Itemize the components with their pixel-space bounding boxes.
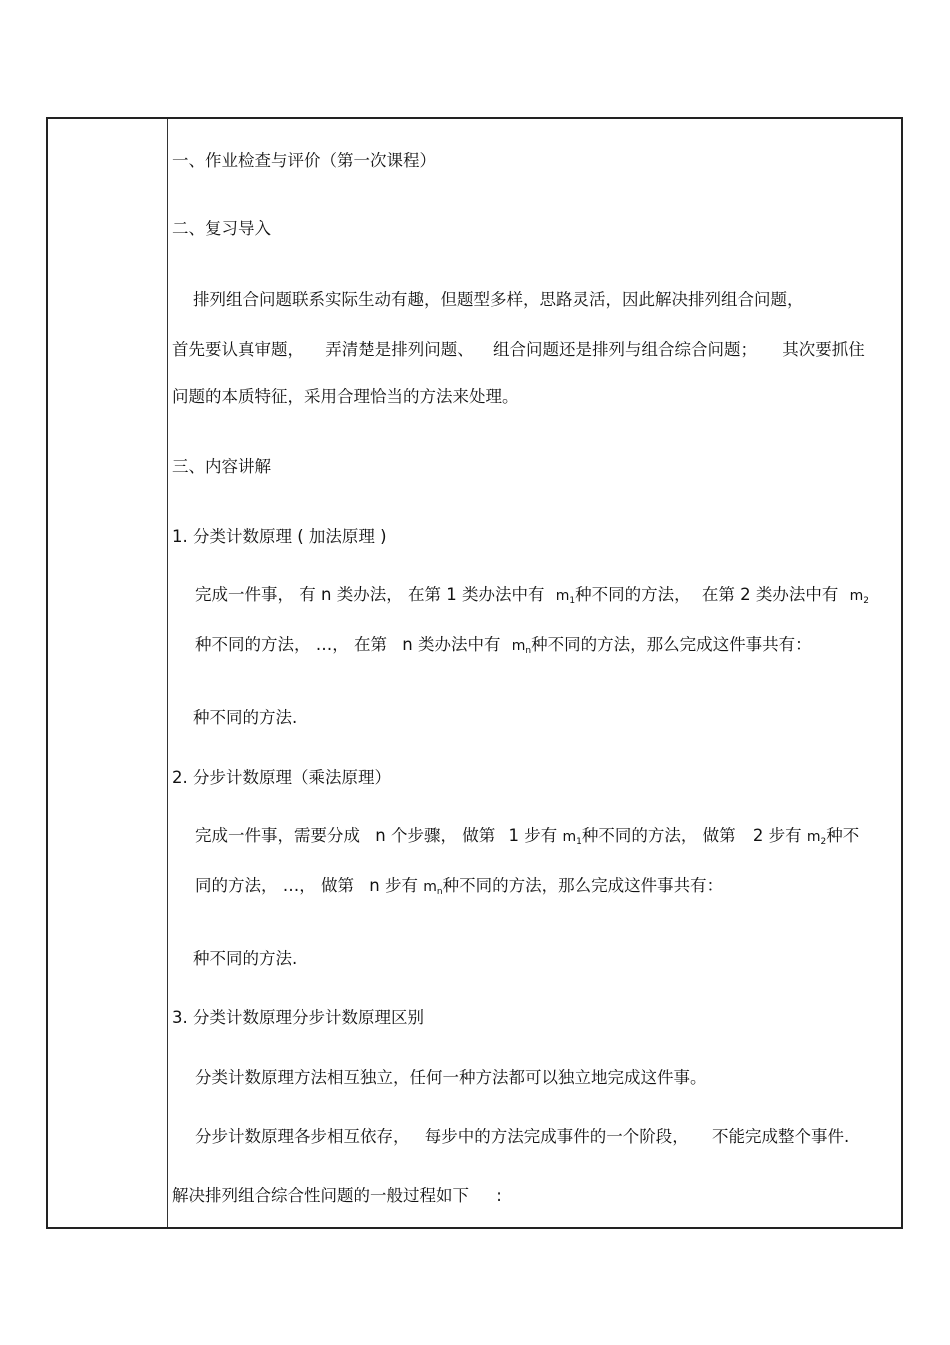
p1-mn [512, 638, 531, 654]
p1-mn-sub: n [525, 646, 532, 656]
p1-text-b3: 在第 [354, 635, 387, 654]
p1-text-a2: 有 n 类办法， [299, 585, 403, 604]
p1-text-b1: 种不同的方法， [195, 635, 311, 654]
p1-m1-letter: m [555, 588, 570, 604]
p2-m2-letter: m [806, 829, 821, 845]
p1-m2-sub: 2 [863, 596, 869, 606]
p1-text-a5: 种不同的方法， [575, 585, 691, 604]
principle-2-line-2 [195, 876, 723, 897]
p2-text-a8: 种不 [826, 826, 860, 845]
principle-3-line-2 [195, 1127, 849, 1147]
intro-line-2b: 弄清楚是排列问题、 [325, 340, 474, 359]
p1-m2-letter: m [849, 588, 864, 604]
p2-text-a4: 1 步有 [508, 826, 558, 845]
intro-line-1: 排列组合问题联系实际生动有趣，但题型多样，思路灵活，因此解决排列组合问题， [193, 290, 804, 309]
p1-text-a7: 2 类办法中有 [740, 585, 839, 604]
p1-text-a4: 1 类办法中有 [446, 585, 545, 604]
p2-text-a6: 做第 [702, 826, 736, 845]
principle-2-line-3: 种不同的方法. [193, 949, 298, 968]
principle-3-title: 3. 分类计数原理分步计数原理区别 [172, 1008, 424, 1027]
section-review: 二、复习导入 [172, 219, 271, 238]
p1-text-b2: …， [315, 635, 349, 654]
section-content: 三、内容讲解 [172, 457, 271, 476]
p3-text-l3b: : [496, 1186, 502, 1205]
p1-text-a1: 完成一件事， [195, 585, 294, 604]
intro-line-2d: 其次要抓住 [782, 340, 865, 359]
p1-m1-sub: 1 [569, 596, 576, 606]
p2-mn-sub: n [436, 887, 443, 897]
intro-line-3: 问题的本质特征，采用合理恰当的方法来处理。 [172, 387, 519, 406]
principle-1-line-1 [195, 585, 869, 606]
p2-text-a1: 完成一件事，需要分成 [195, 826, 360, 845]
p3-text-l2b: 每步中的方法完成事件的一个阶段， [424, 1127, 689, 1146]
principle-3-line-3 [172, 1186, 502, 1206]
p1-text-b4: n 类办法中有 [402, 635, 501, 654]
p3-text-l3a: 解决排列组合综合性问题的一般过程如下 [172, 1186, 469, 1205]
intro-line-2a: 首先要认真审题， [172, 340, 304, 359]
p3-text-l2a: 分步计数原理各步相互依存， [195, 1127, 410, 1146]
section-homework-check: 一、作业检查与评价（第一次课程） [172, 151, 436, 170]
p2-text-b4: n 步有 [369, 876, 418, 895]
p1-text-b5: 种不同的方法，那么完成这件事共有： [531, 635, 812, 654]
p2-text-a2: n 个步骤， [375, 826, 457, 845]
left-column [48, 119, 168, 1227]
principle-2-line-1 [195, 826, 859, 847]
content-table [46, 117, 903, 1229]
p2-text-a3: 做第 [462, 826, 496, 845]
p2-text-b2: …， [282, 876, 316, 895]
p1-m2 [850, 588, 869, 604]
principle-2-title: 2. 分步计数原理（乘法原理） [172, 768, 391, 787]
p1-mn-letter: m [511, 638, 526, 654]
intro-line-2 [172, 340, 865, 360]
p2-m1-letter: m [562, 829, 577, 845]
p2-text-a7: 2 步有 [752, 826, 802, 845]
p2-mn [423, 879, 442, 895]
p3-text-l2c: 不能完成整个事件. [712, 1127, 850, 1146]
p2-m1 [562, 829, 581, 845]
principle-1-line-2 [195, 635, 812, 656]
p2-text-b3: 做第 [321, 876, 354, 895]
principle-1-line-3: 种不同的方法. [193, 708, 298, 727]
p2-mn-letter: m [423, 879, 437, 895]
principle-1-title: 1. 分类计数原理 ( 加法原理 ) [172, 527, 387, 546]
p1-text-a6: 在第 [701, 585, 735, 604]
p2-text-b1: 同的方法， [195, 876, 278, 895]
p2-text-b5: 种不同的方法，那么完成这件事共有： [442, 876, 724, 895]
intro-line-2c: 组合问题还是排列与组合综合问题； [493, 340, 757, 359]
p1-text-a3: 在第 [407, 585, 441, 604]
p1-m1 [556, 588, 575, 604]
principle-3-line-1: 分类计数原理方法相互独立，任何一种方法都可以独立地完成这件事。 [195, 1068, 707, 1087]
p2-m1-sub: 1 [576, 837, 582, 847]
p2-m2-sub: 2 [820, 837, 827, 847]
p2-m2 [807, 829, 826, 845]
p2-text-a5: 种不同的方法， [581, 826, 698, 845]
